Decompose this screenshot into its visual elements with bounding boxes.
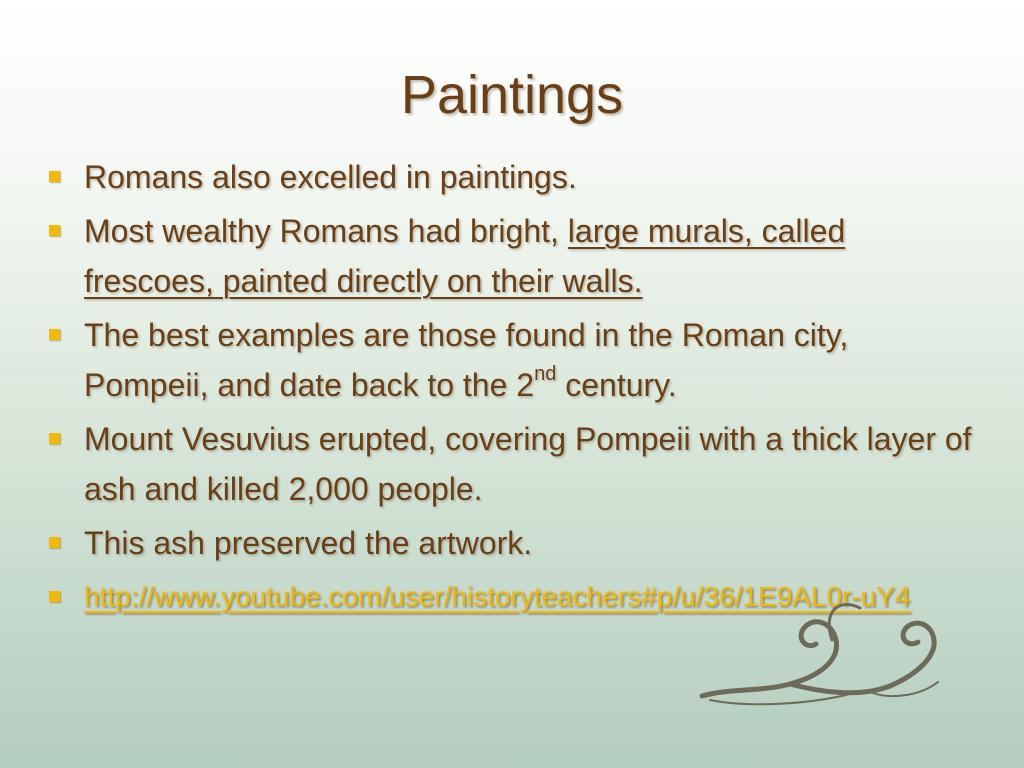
bullet-text: Most wealthy Romans had bright, [84,213,568,249]
bullet-square-icon [49,537,60,548]
flourish-scroll-ornament-icon [690,600,960,712]
bullet-text-end: century. [556,367,677,403]
bullet-square-icon [49,225,60,236]
bullet-square-icon [49,591,60,602]
bullet-item [46,518,976,568]
bullet-item [46,414,976,514]
bullet-text: This ash preserved the artwork. [84,525,533,561]
slide-title: Paintings [400,65,624,125]
underlined-phrase: large murals, called frescoes, painted directly on their walls. [84,213,846,299]
bullet-list [46,152,976,626]
bullet-text: The best examples are those found in the Roman city, Pompeii, and date back to the 2 [84,317,849,403]
ordinal-superscript: nd [534,363,557,386]
bullet-text: Romans also excelled in paintings. [84,159,577,195]
youtube-link[interactable]: http://www.youtube.com/user/historyteachers#p/u/36/1E9AL0r-uY4 [84,581,911,612]
bullet-item [46,310,976,410]
bullet-square-icon [49,329,60,340]
bullet-item [46,152,976,202]
bullet-text: Mount Vesuvius erupted, covering Pompeii with a thick layer of ash and killed 2,000 people. [84,421,972,507]
bullet-item [46,206,976,306]
bullet-square-icon [49,171,60,182]
bullet-square-icon [49,433,60,444]
